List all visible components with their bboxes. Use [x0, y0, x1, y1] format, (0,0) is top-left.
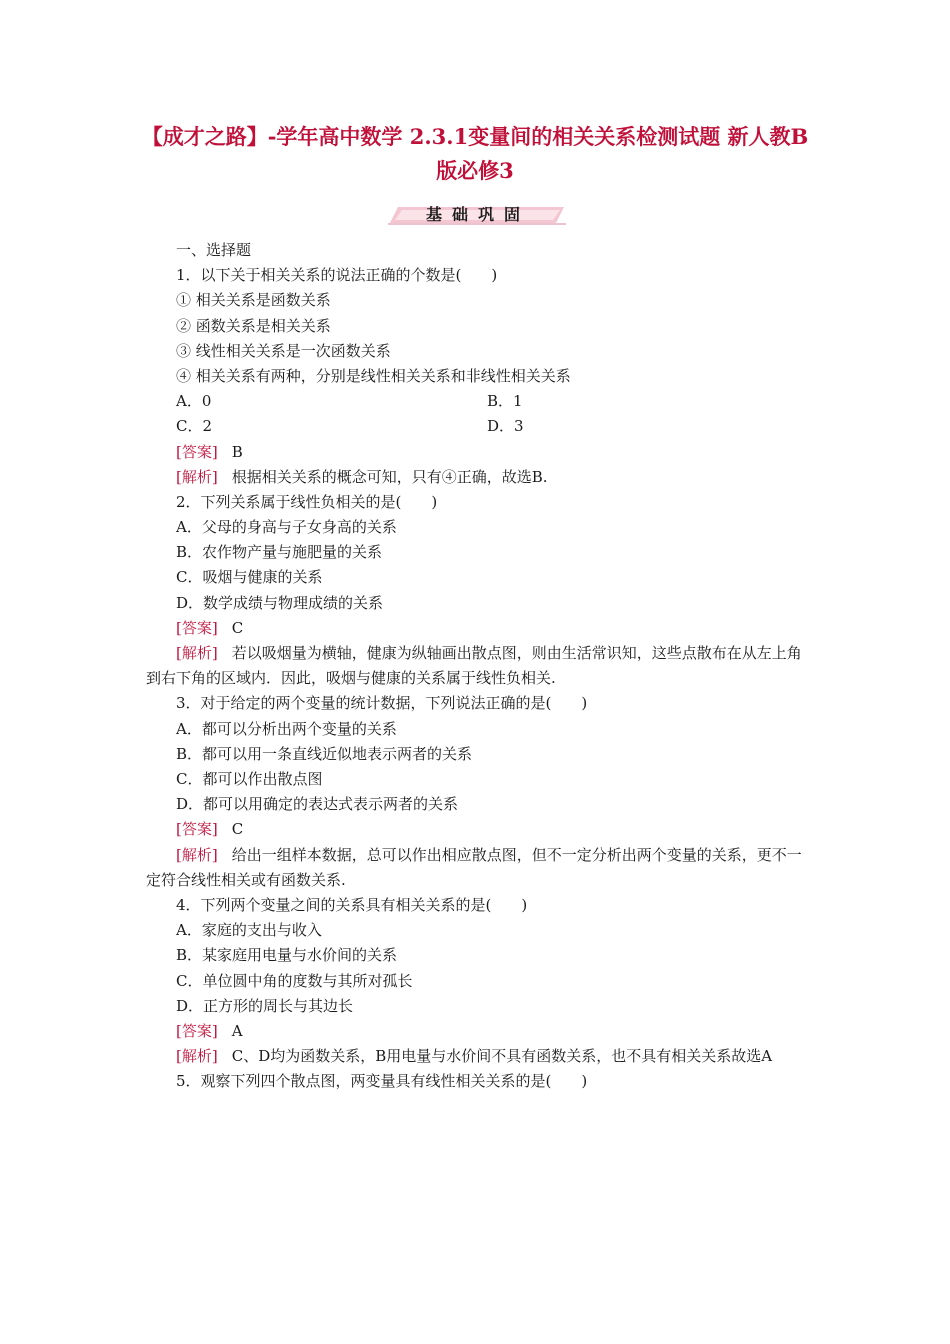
statement-1: ① 相关关系是函数关系: [176, 291, 331, 310]
option-d: D．数学成绩与物理成绩的关系: [176, 593, 384, 612]
answer-line: [146, 817, 810, 842]
question-list: [146, 238, 810, 1094]
option-c: C．2: [176, 417, 213, 436]
option-d: D．都可以用确定的表达式表示两者的关系: [176, 795, 459, 814]
analysis-text: 给出一组样本数据，总可以作出相应散点图，但不一定分析出两个变量的关系，更不一定符合线性相关或有函数关系.: [146, 845, 802, 889]
option-b: B．农作物产量与施肥量的关系: [176, 543, 383, 562]
analysis-line: [146, 465, 810, 490]
option-d: D．正方形的周长与其边长: [176, 996, 354, 1015]
option-c: C．单位圆中角的度数与其所对孤长: [176, 971, 413, 990]
analysis-tag: [解析]: [176, 1047, 218, 1066]
question-2-stem: 2．下列关系属于线性负相关的是( ): [176, 492, 438, 511]
option-b: B．1: [487, 392, 523, 411]
answer-value: C: [231, 820, 244, 839]
section-banner: [388, 204, 568, 226]
option-a: A．都可以分析出两个变量的关系: [176, 719, 397, 738]
document-title: 【成才之路】-学年高中数学 2.3.1变量间的相关关系检测试题 新人教B版必修3: [141, 124, 809, 183]
banner-label: 基础巩固: [425, 205, 530, 224]
answer-tag: [答案]: [176, 820, 218, 839]
option-c: C．都可以作出散点图: [176, 769, 323, 788]
analysis-text: C、D均为函数关系，B用电量与水价间不具有函数关系，也不具有相关关系故选A: [231, 1047, 773, 1066]
answer-value: B: [231, 442, 243, 461]
option-b: B．都可以用一条直线近似地表示两者的关系: [176, 744, 473, 763]
statement-2: ② 函数关系是相关关系: [176, 316, 331, 335]
option-a: A．0: [176, 392, 212, 411]
answer-line: [146, 440, 810, 465]
answer-tag: [答案]: [176, 442, 218, 461]
answer-tag: [答案]: [176, 618, 218, 637]
analysis-tag: [解析]: [176, 845, 218, 864]
answer-line: [146, 1019, 810, 1044]
question-5-stem: 5．观察下列四个散点图，两变量具有线性相关关系的是( ): [176, 1072, 588, 1091]
analysis-paragraph: [146, 1044, 810, 1069]
option-row: [146, 414, 810, 439]
analysis-paragraph: [146, 843, 810, 893]
question-1-stem: 1．以下关于相关关系的说法正确的个数是( ): [176, 266, 498, 285]
option-d: D．3: [487, 417, 524, 436]
option-row: [146, 389, 810, 414]
option-a: A．家庭的支出与收入: [176, 921, 322, 940]
statement-3: ③ 线性相关关系是一次函数关系: [176, 341, 391, 360]
analysis-text: 根据相关关系的概念可知，只有④正确，故选B.: [231, 467, 548, 486]
analysis-text: 若以吸烟量为横轴，健康为纵轴画出散点图，则由生活常识知，这些点散布在从左上角到右下角的区域内．因此，吸烟与健康的关系属于线性负相关.: [146, 644, 802, 688]
section-heading: 一、选择题: [176, 241, 252, 259]
answer-value: C: [231, 618, 244, 637]
option-b: B．某家庭用电量与水价间的关系: [176, 946, 398, 965]
analysis-tag: [解析]: [176, 467, 218, 486]
analysis-paragraph: [146, 641, 810, 691]
option-a: A．父母的身高与子女身高的关系: [176, 518, 397, 537]
statement-4: ④ 相关关系有两种，分别是线性相关关系和非线性相关关系: [176, 366, 571, 385]
analysis-tag: [解析]: [176, 644, 218, 662]
question-4-stem: 4．下列两个变量之间的关系具有相关关系的是( ): [176, 895, 528, 914]
answer-tag: [答案]: [176, 1021, 218, 1040]
option-c: C．吸烟与健康的关系: [176, 568, 323, 587]
answer-line: [146, 616, 810, 641]
answer-value: A: [231, 1021, 243, 1040]
question-3-stem: 3．对于给定的两个变量的统计数据，下列说法正确的是( ): [176, 694, 588, 713]
